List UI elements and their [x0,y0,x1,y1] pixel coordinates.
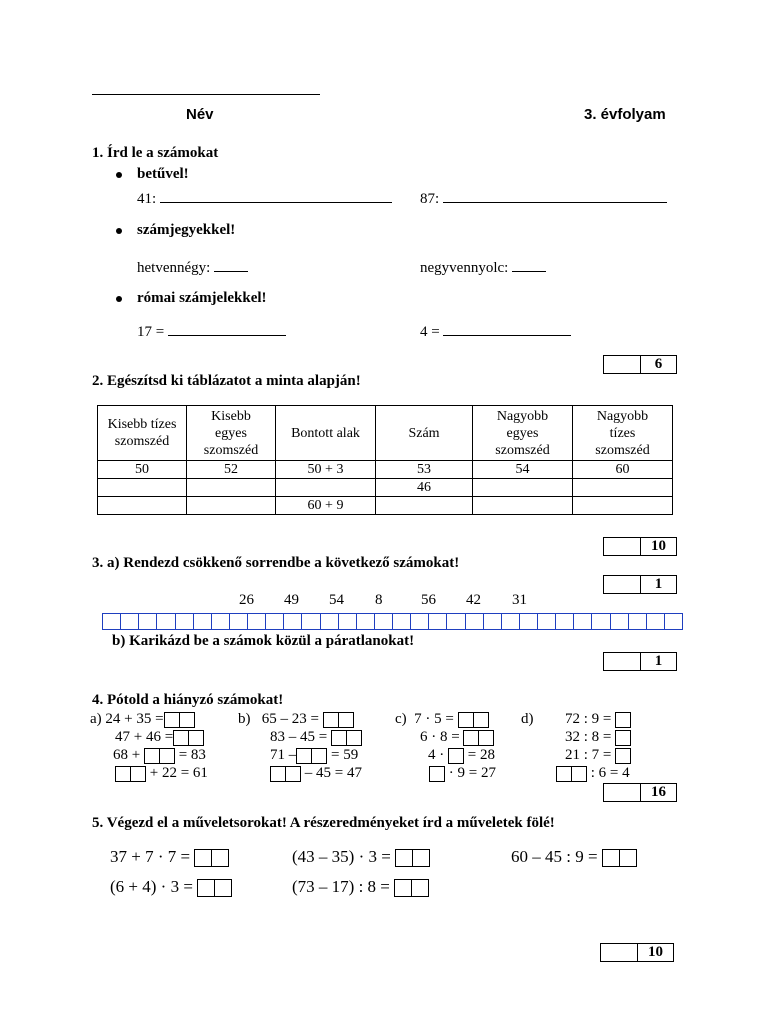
table-cell-empty[interactable] [473,479,573,497]
ex-b1: b) 65 – 23 = [238,710,354,728]
score-blank[interactable] [604,356,641,373]
sort-answer-cell[interactable] [320,613,339,630]
sort-answer-cell[interactable] [555,613,574,630]
col-label: a) [90,711,102,727]
table-cell: 60 [573,461,673,479]
ex5-2: (43 – 35) · 3 = [292,847,430,867]
table-header: Kisebb egyes szomszéd [187,406,276,461]
answer-box[interactable] [458,712,474,728]
n87-answer-line[interactable] [443,189,667,203]
answer-box[interactable] [556,766,572,782]
name-underline [92,94,320,95]
score-value: 1 [654,653,663,669]
ex-b2: 83 – 45 = [270,728,362,746]
answer-box[interactable] [159,748,175,764]
table-cell-empty[interactable] [376,497,473,515]
task1-bullet3: római számjelekkel! [137,290,267,306]
sort-answer-cell[interactable] [301,613,320,630]
table-cell-empty[interactable] [573,497,673,515]
number-item[interactable]: 54 [329,592,344,608]
bullet-icon [116,228,122,234]
table-cell-empty[interactable] [276,479,376,497]
ex5-4: (6 + 4) · 3 = [110,877,232,897]
table-header: Bontott alak [276,406,376,461]
answer-box[interactable] [270,766,286,782]
sort-answer-cell[interactable] [283,613,302,630]
sort-answer-cell[interactable] [211,613,230,630]
answer-box[interactable] [346,730,362,746]
ex-a1: a) 24 + 35 = [90,710,195,728]
answer-box[interactable] [179,712,195,728]
answer-box[interactable] [311,748,327,764]
task1-score-box [603,355,677,374]
task2-score-box [603,537,677,556]
task1-title: 1. Írd le a számokat [92,145,219,161]
number-item[interactable]: 8 [375,592,383,608]
answer-box[interactable] [144,748,160,764]
task4-score-box [603,783,677,802]
table-header-row [98,406,673,461]
sort-answer-cell[interactable] [374,613,393,630]
answer-box[interactable] [285,766,301,782]
ex-c1: c) 7 · 5 = [395,710,489,728]
sort-answer-cell[interactable] [338,613,357,630]
table-cell-empty[interactable] [187,497,276,515]
answer-box[interactable] [395,849,413,867]
sort-answer-cell[interactable] [138,613,157,630]
answer-box[interactable] [214,879,232,897]
answer-box[interactable] [602,849,620,867]
answer-box[interactable] [473,712,489,728]
task1-bullet2: számjegyekkel! [137,222,236,238]
sort-answer-cell[interactable] [610,613,629,630]
score-value: 1 [654,576,663,592]
answer-box[interactable] [571,766,587,782]
table-cell-empty[interactable] [187,479,276,497]
score-value: 6 [654,356,663,372]
col-label: b) [238,711,251,727]
table-header: Nagyobb tízes szomszéd [573,406,673,461]
col-label: c) [395,711,407,727]
answer-box[interactable] [115,766,131,782]
score-value: 10 [651,538,666,554]
r4-answer-line[interactable] [443,322,571,336]
ex-c4: · 9 = 27 [429,764,496,782]
neighbor-table [97,405,673,515]
task1-r4-row [420,322,571,341]
task5-title: 5. Végezd el a műveletsorokat! A részeredményeket írd a műveletek fölé! [92,815,555,831]
sort-answer-cell[interactable] [537,613,556,630]
table-cell: 50 + 3 [276,461,376,479]
col-label-d: d) [521,711,534,727]
number-item[interactable]: 56 [421,592,436,608]
ex-d3: 21 : 7 = [565,746,631,764]
score-blank[interactable] [604,538,641,555]
sort-answer-cell[interactable] [175,613,194,630]
bullet-icon [116,172,122,178]
sort-answer-cell[interactable] [446,613,465,630]
sort-answer-cell[interactable] [410,613,429,630]
answer-box[interactable] [619,849,637,867]
sort-answer-cell[interactable] [591,613,610,630]
number-item[interactable]: 42 [466,592,481,608]
number-item[interactable]: 31 [512,592,527,608]
number-item[interactable]: 26 [239,592,254,608]
sort-answer-cell[interactable] [465,613,484,630]
score-blank[interactable] [601,944,638,961]
sort-answer-cell[interactable] [428,613,447,630]
score-blank[interactable] [604,653,641,670]
answer-box[interactable] [331,730,347,746]
sort-answer-cell[interactable] [156,613,175,630]
table-header: Kisebb tízes szomszéd [98,406,187,461]
name-label: Név [186,106,214,123]
task3a-title: 3. a) Rendezd csökkenő sorrendbe a következő számokat! [92,555,460,571]
table-header: Nagyobb egyes szomszéd [473,406,573,461]
score-blank[interactable] [604,576,641,593]
answer-box[interactable] [164,712,180,728]
sort-answer-cell[interactable] [229,613,248,630]
sort-answer-cell[interactable] [573,613,592,630]
table-cell: 50 [98,461,187,479]
answer-box[interactable] [173,730,189,746]
task1-bullet1: betűvel! [137,166,189,182]
r17-label: 17 = [137,324,165,340]
ex5-5: (73 – 17) : 8 = [292,877,429,897]
answer-box[interactable] [478,730,494,746]
task1-r17-row [137,322,286,341]
ex-b4: – 45 = 47 [270,764,362,782]
score-value: 10 [648,944,663,960]
table-row [98,479,673,497]
answer-box[interactable] [394,879,412,897]
answer-box[interactable] [412,849,430,867]
answer-box[interactable] [211,849,229,867]
sort-answer-cell[interactable] [193,613,212,630]
task5-score-box [600,943,674,962]
ex-c2: 6 · 8 = [420,728,494,746]
ex-a4: + 22 = 61 [115,764,208,782]
w1-answer-line[interactable] [214,258,248,272]
task3a-score-box [603,575,677,594]
n41-answer-line[interactable] [160,189,392,203]
w1-label: hetvennégy: [137,260,211,276]
bullet-icon [116,296,122,302]
task3b-title: b) Karikázd be a számok közül a páratlanokat! [112,633,415,649]
answer-box[interactable] [411,879,429,897]
sort-answer-cell[interactable] [120,613,139,630]
task1-n41-row [137,189,392,208]
ex-d4: : 6 = 4 [556,764,630,782]
score-value: 16 [651,784,666,800]
task3b-score-box [603,652,677,671]
sort-answer-grid[interactable] [103,613,683,630]
ex-b3: 71 – = 59 [270,747,359,763]
score-blank[interactable] [604,784,641,801]
answer-box[interactable] [615,748,631,764]
task4-title: 4. Pótold a hiányzó számokat! [92,692,284,708]
table-cell-empty[interactable] [473,497,573,515]
answer-box[interactable] [130,766,146,782]
ex-c3: 4 · = 28 [428,747,495,763]
sort-answer-cell[interactable] [646,613,665,630]
ex-a2: 47 + 46 = [115,728,204,746]
ex-d2: 32 : 8 = [565,728,631,746]
ex5-3: 60 – 45 : 9 = [511,847,637,867]
grade-label: 3. évfolyam [584,106,666,123]
table-cell: 52 [187,461,276,479]
answer-box[interactable] [194,849,212,867]
answer-box[interactable] [615,730,631,746]
sort-answer-cell[interactable] [356,613,375,630]
answer-box[interactable] [615,712,631,728]
task1-w1-row [137,258,248,277]
table-header: Szám [376,406,473,461]
table-cell-empty[interactable] [573,479,673,497]
sort-answer-cell[interactable] [519,613,538,630]
ex-d1: 72 : 9 = [565,710,631,728]
answer-box[interactable] [296,748,312,764]
answer-box[interactable] [338,712,354,728]
number-item[interactable]: 49 [284,592,299,608]
table-cell: 53 [376,461,473,479]
n41-label: 41: [137,191,157,207]
task1-w2-row [420,258,546,277]
sort-answer-cell[interactable] [102,613,121,630]
answer-box[interactable] [463,730,479,746]
r17-answer-line[interactable] [168,322,286,336]
w2-label: negyvennyolc: [420,260,509,276]
table-row [98,461,673,479]
ex-a3: 68 + = 83 [113,747,206,763]
sort-answer-cell[interactable] [265,613,284,630]
n87-label: 87: [420,191,440,207]
answer-box[interactable] [429,766,445,782]
sort-answer-cell[interactable] [501,613,520,630]
sort-answer-cell[interactable] [664,613,683,630]
table-cell: 60 + 9 [276,497,376,515]
answer-box[interactable] [323,712,339,728]
sort-answer-cell[interactable] [483,613,502,630]
answer-box[interactable] [448,748,464,764]
task2-title: 2. Egészítsd ki táblázatot a minta alapján! [92,373,361,389]
table-cell: 54 [473,461,573,479]
sort-answer-cell[interactable] [247,613,266,630]
sort-answer-cell[interactable] [628,613,647,630]
task1-n87-row [420,189,667,208]
w2-answer-line[interactable] [512,258,546,272]
answer-box[interactable] [188,730,204,746]
ex5-1: 37 + 7 · 7 = [110,847,229,867]
table-row [98,497,673,515]
table-cell: 46 [376,479,473,497]
table-cell-empty[interactable] [98,497,187,515]
sort-answer-cell[interactable] [392,613,411,630]
r4-label: 4 = [420,324,440,340]
answer-box[interactable] [197,879,215,897]
table-cell-empty[interactable] [98,479,187,497]
